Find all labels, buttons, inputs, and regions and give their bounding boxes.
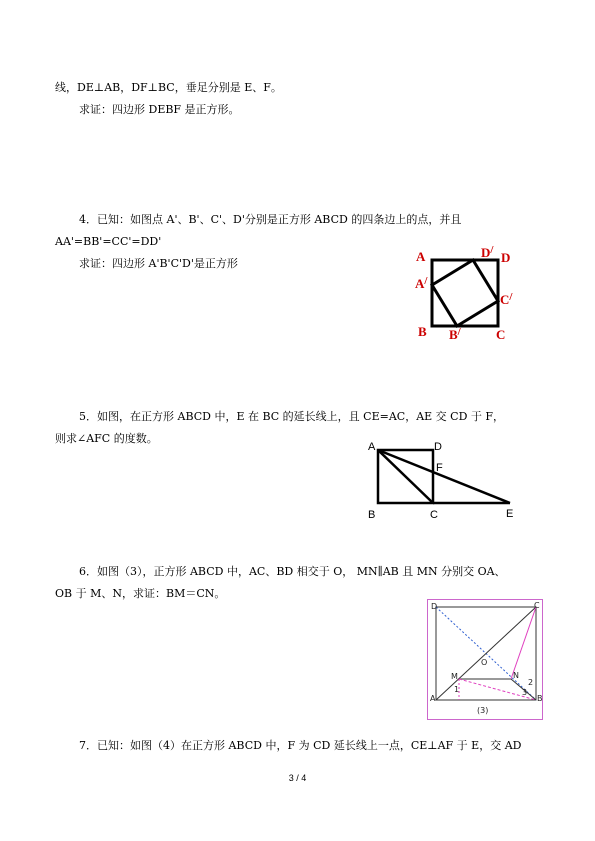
- label-D: D: [431, 602, 438, 611]
- label-A: A: [368, 441, 376, 453]
- problem4-line1: 4．已知：如图点 A'、B'、C'、D'分别是正方形 ABCD 的四条边上的点，并且: [79, 213, 462, 226]
- problem4-line3: 求证：四边形 A'B'C'D'是正方形: [79, 257, 238, 270]
- label-M: M: [451, 672, 458, 681]
- label-E: E: [506, 508, 514, 520]
- label-B: B: [368, 509, 376, 521]
- problem5-line1: 5．如图，在正方形 ABCD 中，E 在 BC 的延长线上，且 CE=AC，AE 交 CD 于 F，: [79, 410, 505, 423]
- square-a1b1c1d1: [432, 260, 498, 326]
- page-number: 3 / 4: [288, 773, 307, 783]
- label-D-prime: D/: [481, 244, 494, 260]
- figure-caption: (3): [477, 706, 489, 715]
- label-A-prime: A/: [415, 275, 428, 291]
- problem5-line2: 则求∠AFC 的度数。: [55, 432, 158, 445]
- label-O: O: [481, 658, 488, 667]
- segment-CN: [511, 607, 536, 679]
- square-abcd: [432, 260, 498, 326]
- label-D: D: [501, 250, 511, 265]
- label-A: A: [430, 694, 436, 703]
- label-C: C: [430, 509, 438, 521]
- figure-problem5: [362, 438, 522, 522]
- problem4-line2: AA'=BB'=CC'=DD': [55, 235, 162, 248]
- problem3-line2: 求证：四边形 DEBF 是正方形。: [79, 103, 240, 116]
- label-D: D: [434, 441, 442, 453]
- problem3-line1: 线，DE⊥AB，DF⊥BC，垂足分别是 E、F。: [55, 81, 282, 94]
- label-C-prime: C/: [500, 291, 513, 307]
- problem6-line1: 6．如图（3），正方形 ABCD 中，AC、BD 相交于 O， MN∥AB 且 MN 分别交 OA、: [79, 565, 506, 578]
- segment-AC: [378, 450, 433, 503]
- label-N: N: [513, 671, 519, 680]
- label-B: B: [418, 324, 427, 339]
- problem6-line2: OB 于 M、N，求证：BM＝CN。: [55, 587, 226, 600]
- label-1: 1: [454, 685, 460, 694]
- label-2: 2: [528, 678, 534, 687]
- figure-problem4: [408, 240, 520, 346]
- label-B: B: [537, 694, 543, 703]
- label-C: C: [496, 327, 506, 342]
- label-C: C: [534, 601, 540, 610]
- segment-AE: [378, 450, 510, 503]
- figure-problem6: [427, 599, 543, 720]
- problem7-line1: 7．已知：如图（4）在正方形 ABCD 中，F 为 CD 延长线上一点，CE⊥AF 于 E，交 AD: [79, 739, 522, 752]
- label-F: F: [436, 462, 443, 474]
- label-A: A: [416, 249, 426, 264]
- label-3: 3: [522, 688, 528, 697]
- label-B-prime: B/: [449, 326, 461, 342]
